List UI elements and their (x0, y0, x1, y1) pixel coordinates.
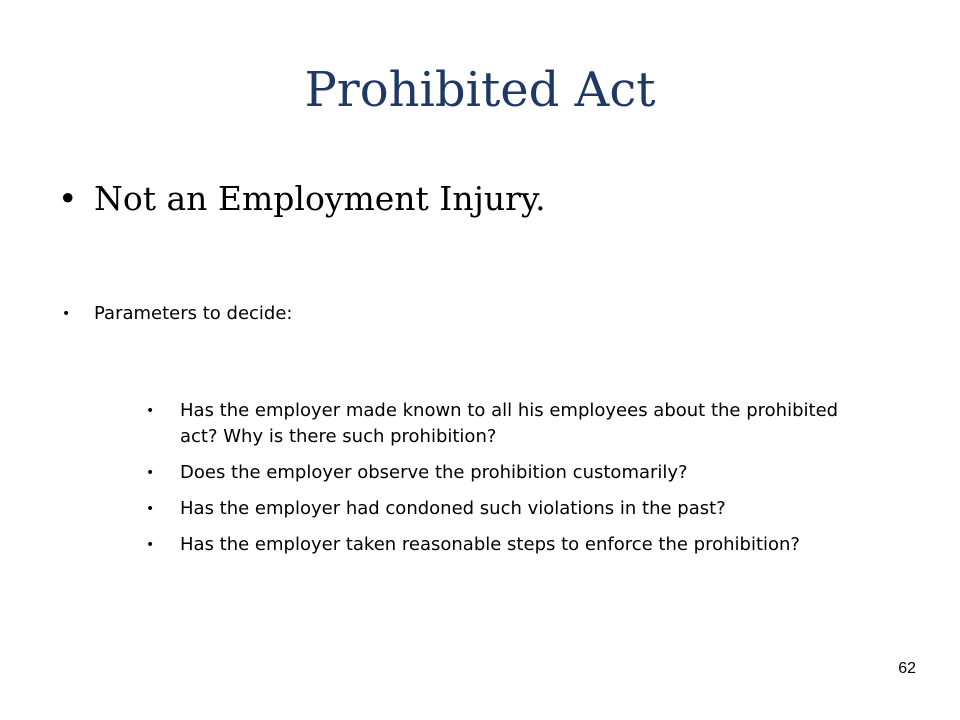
list-item (146, 496, 866, 522)
page-number: 62 (898, 660, 916, 677)
bullet-icon: • (146, 403, 155, 419)
bullet-icon: • (146, 537, 155, 553)
list-item (146, 532, 866, 558)
bullet-icon: • (58, 179, 78, 218)
list-item (146, 460, 866, 486)
main-bullet-text: Not an Employment Injury. (94, 179, 546, 218)
question-text: Has the employer taken reasonable steps to enforce the prohibition? (180, 534, 800, 555)
question-text: Does the employer observe the prohibition customarily? (180, 462, 688, 483)
bullet-icon: • (146, 465, 155, 481)
question-text: Has the employer had condoned such violations in the past? (180, 498, 726, 519)
slide-title: Prohibited Act (304, 62, 656, 118)
question-text: Has the employer made known to all his employees about the prohibited act? Why is there such prohibition? (180, 400, 839, 447)
bullet-icon: • (62, 306, 71, 322)
bullet-icon: • (146, 501, 155, 517)
list-item (146, 398, 866, 450)
sub-heading-text: Parameters to decide: (94, 303, 293, 324)
question-list (146, 398, 866, 568)
